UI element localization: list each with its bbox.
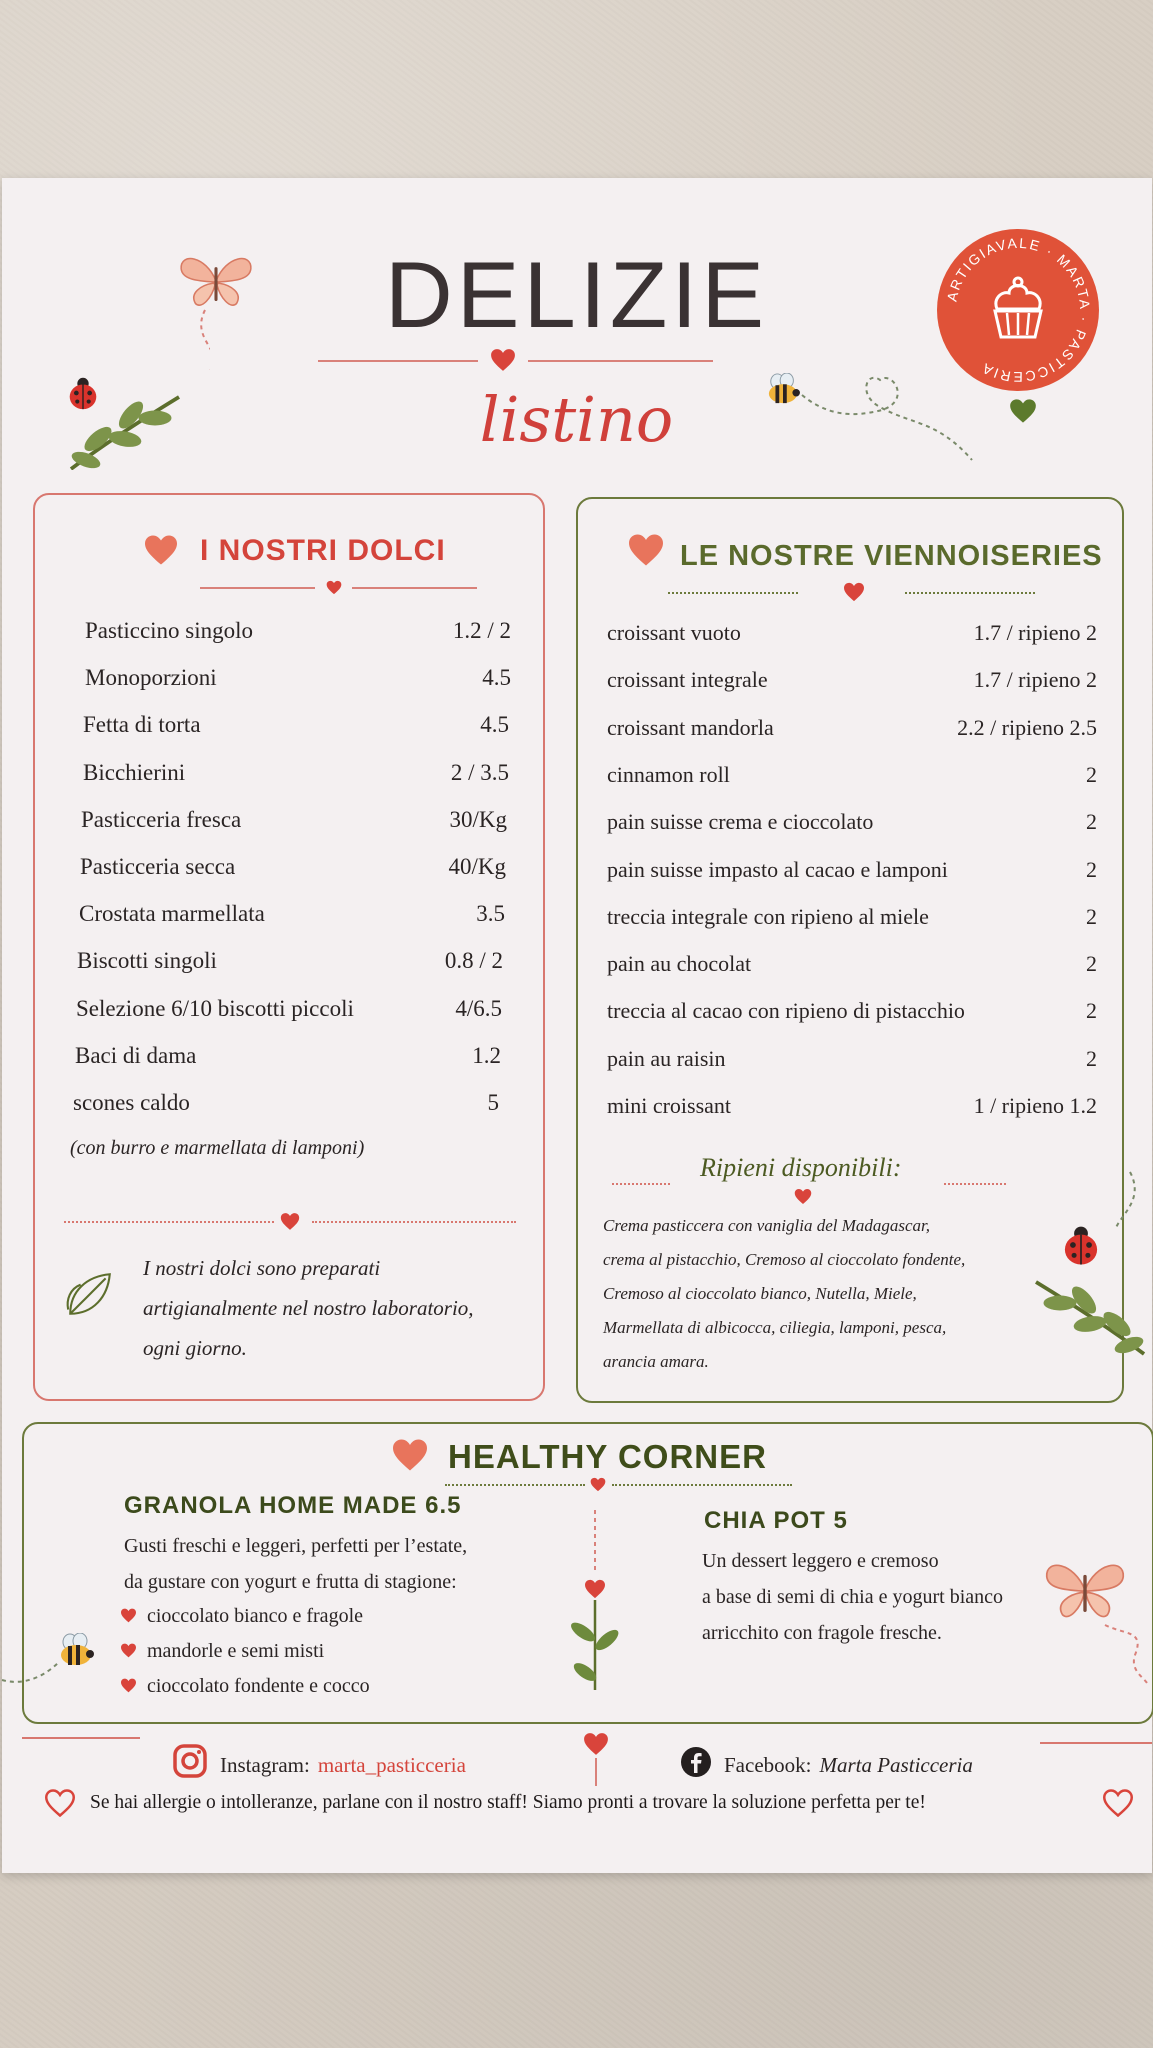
menu-item-name: pain suisse crema e cioccolato (607, 809, 874, 835)
menu-item-row (607, 951, 1097, 977)
menu-item-price: 30/Kg (449, 806, 507, 832)
menu-item-name: pain suisse impasto al cacao e lamponi (607, 856, 948, 882)
menu-item-row (607, 1046, 1097, 1072)
menu-item-row (76, 996, 502, 1022)
menu-item-price: 1.2 (472, 1042, 501, 1068)
menu-item-price: 2 (1086, 998, 1097, 1024)
menu-item-row (607, 1093, 1097, 1119)
menu-item-name: mini croissant (607, 1093, 732, 1118)
menu-item-name: Baci di dama (75, 1042, 197, 1068)
menu-item-row (607, 667, 1097, 693)
menu-item-name: scones caldo (73, 1090, 190, 1115)
heart-outline-icon (45, 1789, 75, 1817)
menu-item-row (79, 901, 505, 927)
menu-item-name: Pasticceria fresca (81, 806, 242, 832)
heart-icon (280, 1212, 300, 1231)
dolci-divider (64, 1221, 274, 1223)
ladybug-branch-decoration (1030, 1170, 1152, 1370)
menu-item-price: 4/6.5 (455, 995, 502, 1021)
green-heart-icon (1009, 398, 1037, 424)
menu-item-price: 1.2 / 2 (452, 618, 511, 643)
menu-item-price: 4.5 (480, 712, 509, 738)
menu-item-row (83, 760, 509, 786)
menu-item-row (607, 715, 1097, 741)
menu-item-row (81, 807, 507, 833)
healthy-corner-heading: HEALTHY CORNER (448, 1438, 767, 1475)
menu-item-row (607, 620, 1097, 646)
healthy-heading-divider-right (612, 1484, 792, 1486)
menu-item-name: Bicchierini (83, 759, 186, 785)
menu-item-name: Pasticceria secca (80, 854, 236, 879)
heart-icon (391, 1438, 429, 1472)
menu-item-name: Selezione 6/10 biscotti piccoli (76, 995, 354, 1021)
viennoiseries-heading-divider-right (905, 592, 1035, 594)
granola-title: GRANOLA HOME MADE 6.5 (124, 1492, 462, 1519)
menu-item-row (607, 857, 1097, 883)
menu-item-price: 3.5 (476, 901, 505, 927)
heart-icon (120, 1643, 137, 1658)
facebook-icon (680, 1746, 712, 1778)
fillings-divider-right (944, 1183, 1006, 1185)
heart-icon (843, 582, 865, 602)
menu-item-row (607, 762, 1097, 788)
menu-item-name: treccia integrale con ripieno al miele (607, 903, 929, 929)
menu-item-price: 2.2 / ripieno 2.5 (957, 714, 1097, 740)
heart-stem-decoration (580, 1728, 612, 1788)
facebook-link[interactable]: Facebook: Marta Pasticceria (680, 1746, 973, 1778)
heart-icon (490, 348, 516, 372)
title-divider-left (318, 360, 478, 362)
granola-flavor-item: cioccolato bianco e fragole (120, 1605, 363, 1628)
fillings-divider-left (612, 1183, 670, 1185)
menu-item-name: Monoporzioni (85, 665, 217, 691)
menu-item-row (75, 1043, 501, 1069)
flower-stem-decoration (565, 1510, 625, 1710)
menu-item-price: 5 (487, 1090, 499, 1115)
menu-item-price: 4.5 (482, 665, 511, 691)
menu-item-price: 2 (1086, 761, 1097, 787)
dolci-footnote: I nostri dolci sono preparati artigianalmente nel nostro laboratorio, ogni giorno. (143, 1256, 474, 1360)
leaf-icon (64, 1268, 116, 1320)
menu-item-price: 1.7 / ripieno 2 (973, 667, 1097, 693)
dolci-divider (312, 1221, 516, 1223)
chia-description: Un dessert leggero e cremoso a base di semi di chia e yogurt bianco arricchito con fragole fresche. (702, 1550, 1004, 1644)
heart-icon (120, 1608, 137, 1623)
menu-title: DELIZIE (384, 242, 769, 347)
instagram-icon (172, 1743, 208, 1779)
heart-icon (326, 580, 342, 595)
menu-item-price: 40/Kg (448, 854, 506, 879)
menu-item-name: pain au chocolat (607, 951, 752, 977)
menu-item-name: treccia al cacao con ripieno di pistacchio (607, 998, 965, 1024)
menu-item-row (83, 712, 509, 738)
granola-flavor-item: mandorle e semi misti (120, 1640, 324, 1663)
heart-icon (627, 533, 665, 567)
menu-item-row (85, 618, 511, 644)
title-divider-right (528, 360, 713, 362)
menu-item-name: pain au raisin (607, 1045, 726, 1071)
menu-item-row (607, 809, 1097, 835)
menu-item-name: Pasticcino singolo (85, 618, 254, 643)
svg-text:ARTIGIAVALE · MARTA · PASTICCE: ARTIGIAVALE · MARTA · PASTICCERIA (943, 234, 1094, 386)
bee-decoration (0, 1615, 100, 1690)
viennoiseries-heading: LE NOSTRE VIENNOISERIES (680, 540, 1103, 572)
granola-flavor-item: cioccolato fondente e cocco (120, 1675, 370, 1698)
menu-item-price: 2 (1086, 809, 1097, 835)
footer-divider-left (22, 1737, 140, 1739)
menu-item-row (80, 854, 506, 880)
granola-description: Gusti freschi e leggeri, perfetti per l’estate, da gustare con yogurt e frutta di stagione: (124, 1535, 468, 1593)
menu-item-name: cinnamon roll (607, 761, 730, 787)
menu-item-name: croissant integrale (607, 667, 768, 693)
heart-icon (120, 1678, 137, 1693)
cupcake-icon (987, 273, 1049, 343)
healthy-heading-divider-left (445, 1484, 585, 1486)
menu-item-name: croissant vuoto (607, 620, 741, 645)
menu-item-name: Crostata marmellata (79, 901, 265, 927)
menu-item-name: Biscotti singoli (77, 948, 217, 974)
viennoiseries-heading-divider-left (668, 592, 798, 594)
menu-item-row (85, 665, 511, 691)
heart-icon (590, 1477, 606, 1492)
menu-item-price: 0.8 / 2 (444, 948, 503, 974)
dolci-heading-divider-right (352, 587, 477, 589)
menu-subtitle: listino (479, 383, 674, 456)
butterfly-decoration (1035, 1555, 1152, 1685)
allergy-notice: Se hai allergie o intolleranze, parlane con il nostro staff! Siamo pronti a trovare la soluzione perfetta per te! (90, 1792, 926, 1813)
heart-icon (794, 1188, 812, 1205)
menu-item-row (607, 904, 1097, 930)
menu-item-price: 1 / ripieno 1.2 (973, 1093, 1097, 1118)
menu-item-row (73, 1090, 499, 1116)
menu-item-price: 2 (1086, 856, 1097, 882)
chia-title: CHIA POT 5 (704, 1507, 848, 1534)
footer-divider-right (1040, 1742, 1152, 1744)
menu-item-name: Fetta di torta (83, 712, 201, 738)
dolci-heading: I NOSTRI DOLCI (200, 534, 446, 567)
scones-note: (con burro e marmellata di lamponi) (70, 1137, 365, 1159)
brand-logo-badge (937, 229, 1099, 391)
heart-outline-icon (1103, 1789, 1133, 1817)
instagram-link[interactable]: Instagram: marta_pasticceria (172, 1743, 466, 1779)
menu-item-price: 2 / 3.5 (450, 759, 509, 785)
dolci-heading-divider-left (200, 587, 315, 589)
menu-item-row (77, 948, 503, 974)
fillings-list: Crema pasticcera con vaniglia del Madagascar, crema al pistacchio, Cremoso al cioccolato fondente, Cremoso al cioccolato bianco, Nutella, Miele, Marmellata di albicocca, ciliegia, lamponi, pesca, arancia amara. (603, 1216, 966, 1371)
menu-item-price: 2 (1086, 951, 1097, 977)
menu-item-price: 2 (1086, 903, 1097, 929)
menu-item-price: 2 (1086, 1045, 1097, 1071)
menu-item-name: croissant mandorla (607, 714, 774, 740)
fillings-heading: Ripieni disponibili: (700, 1153, 902, 1182)
menu-item-row (607, 998, 1097, 1024)
heart-icon (143, 534, 179, 566)
menu-item-price: 1.7 / ripieno 2 (973, 620, 1097, 645)
